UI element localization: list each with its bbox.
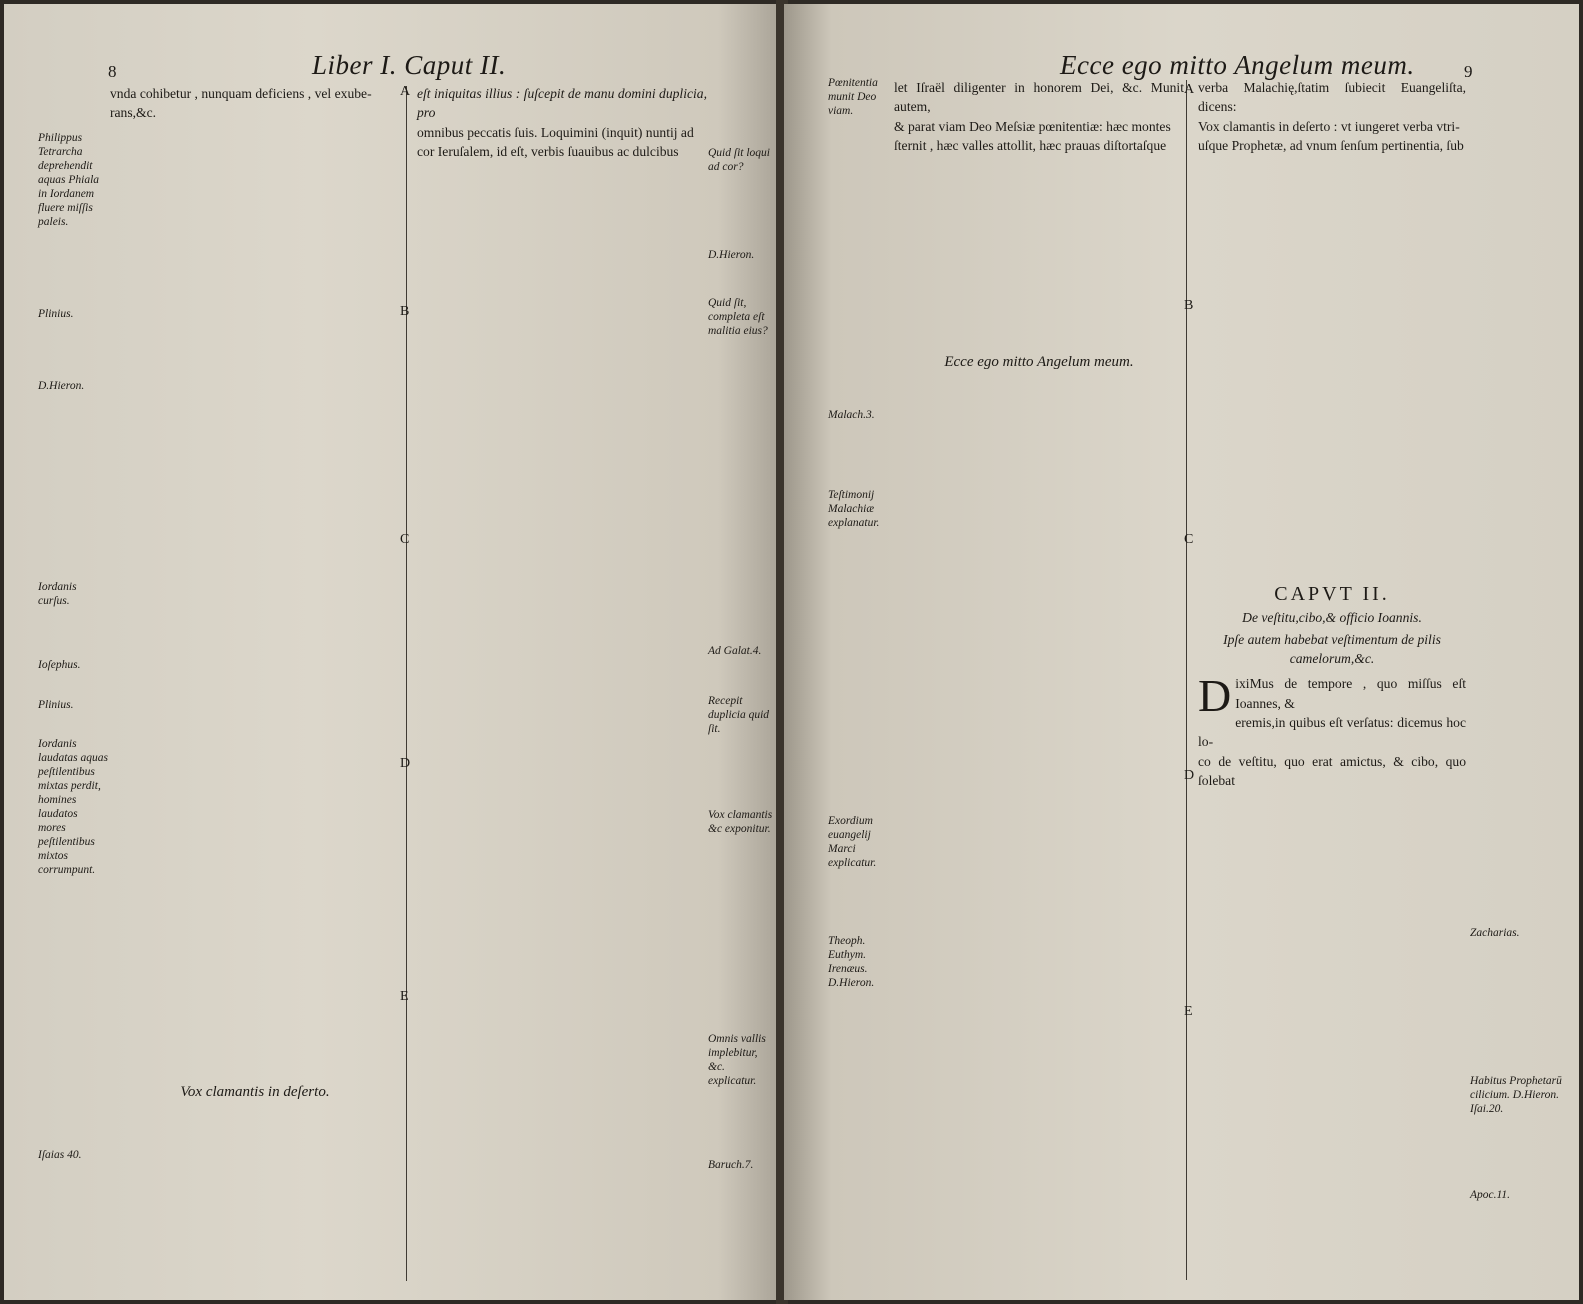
column-letter: B xyxy=(400,304,410,319)
margin-note: Exordium euangelij Marci explicatur. xyxy=(828,815,877,869)
margin-note: D.Hieron. xyxy=(38,380,85,392)
column-letter: A xyxy=(1184,82,1195,97)
column-letter: C xyxy=(1184,532,1194,547)
left-page xyxy=(4,4,780,1300)
page-number-right: 9 xyxy=(1464,62,1473,81)
margin-note: Iſaias 40. xyxy=(38,1149,82,1161)
margin-note: Teſtimonij Malachiæ explanatur. xyxy=(828,489,880,529)
chapter-heading: CAPVT II. xyxy=(1274,583,1390,606)
margin-note: Plinius. xyxy=(38,308,74,320)
margin-note: Quid ſit, completa eſt malitia eius? xyxy=(708,297,768,337)
margin-note: Omnis vallis implebitur, &c. explicatur. xyxy=(708,1033,766,1087)
column-letter: A xyxy=(400,84,411,99)
running-head-right: Ecce ego mitto Angelum meum. xyxy=(1060,50,1415,80)
column-letter: E xyxy=(1184,1004,1193,1019)
margin-note: Recepit duplicia quid ſit. xyxy=(708,695,770,735)
drop-cap: D xyxy=(1198,670,1232,722)
column-letter: E xyxy=(400,989,409,1004)
page-number-left: 8 xyxy=(108,62,117,81)
section-heading: Vox clamantis in deſerto. xyxy=(180,1083,330,1100)
margin-note: Iordanis laudatas aquas peſtilentibus mixtas perdit, homines laudatos mores peſtilentibus mixtos corrumpunt. xyxy=(38,738,108,876)
margin-note: Ad Galat.4. xyxy=(708,645,762,657)
margin-note: Pœnitentia munit Deo viam. xyxy=(828,77,878,117)
margin-note: Theoph. Euthym. Irenæus. D.Hieron. xyxy=(828,935,875,989)
margin-note: Malach.3. xyxy=(828,409,875,421)
text-column-right-1: let Iſraël diligenter in honorem Dei, &c. Munit autem, & parat viam Deo Meſsiæ pœnitentiæ: hæc montes ſternit , hæc valles attollit, hæc prauas diſtortaſque Ecce ego mitto Angelum meum. xyxy=(894,78,1184,378)
margin-note: Iordanis curſus. xyxy=(38,581,77,607)
column-letter: D xyxy=(400,756,411,771)
column-letter: D xyxy=(1184,768,1195,783)
column-letter: B xyxy=(1184,298,1194,313)
margin-note: Apoc.11. xyxy=(1470,1189,1511,1201)
margin-note: Habitus Prophetarū cilicium. D.Hieron. Iſai.20. xyxy=(1470,1075,1562,1115)
margin-note: Plinius. xyxy=(38,699,74,711)
section-heading: Ecce ego mitto Angelum meum. xyxy=(944,354,1134,371)
right-page xyxy=(784,4,1579,1300)
chapter-subheading: De veſtitu,cibo,& officio Ioannis. xyxy=(1242,610,1422,626)
text-column-left-2: eſt iniquitas illius : ſuſcepit de manu domini duplicia, pro omnibus peccatis ſuis. Loquimini (inquit) nuntij ad cor Ieruſalem, id eſt, verbis ſuauibus ac dulcibus xyxy=(417,86,707,159)
margin-note: Philippus Tetrarcha deprehendit aquas Phiala in Iordanem fluere miſſis paleis. xyxy=(38,132,100,228)
text-column-left-1: vnda cohibetur , nunquam deficiens , vel exube- rans,&c. Vox clamantis in deſerto. xyxy=(110,84,400,1108)
column-rule xyxy=(406,86,407,1281)
running-head-left: Liber I. Caput II. xyxy=(312,50,507,80)
column-letter: C xyxy=(400,532,410,547)
text-column-right-2: verba Malachię,ſtatim ſubiecit Euangeliſta, dicens: Vox clamantis in deſerto : vt iungeret verba vtri- uſque Prophetæ, ad vnum ſenſum pertinentia, ſub CAPVT II. De veſtitu,cibo,& officio Ioannis. Ipſe autem habebat veſtimentum de pilis camelorum,&c. DixiMus de tempore , quo miſſus eſt Ioannes, & eremis,in quibus eſt verſatus: dicemus hoc lo- co de veſtitu, quo erat amictus, & cibo, quo ſolebat xyxy=(1198,80,1466,788)
margin-note: Zacharias. xyxy=(1470,927,1520,939)
margin-note: Vox clamantis &c exponitur. xyxy=(708,809,773,835)
margin-note: D.Hieron. xyxy=(708,249,755,261)
column-rule xyxy=(1186,80,1187,1280)
chapter-quote: Ipſe autem habebat veſtimentum de pilis camelorum,&c. xyxy=(1223,631,1441,667)
margin-note: Ioſephus. xyxy=(38,659,81,671)
margin-note: Quid ſit loqui ad cor? xyxy=(708,147,770,173)
margin-note: Baruch.7. xyxy=(708,1159,754,1171)
